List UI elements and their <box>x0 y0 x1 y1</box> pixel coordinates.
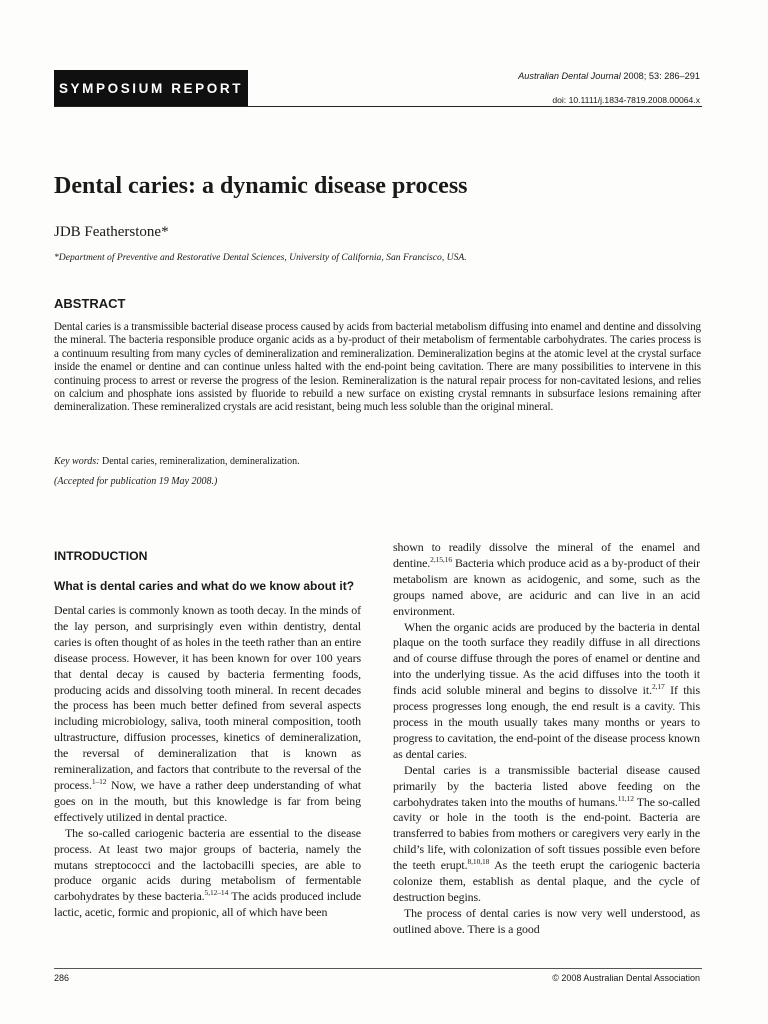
citation-ref[interactable]: 11,12 <box>617 793 634 803</box>
accepted-date: (Accepted for publication 19 May 2008.) <box>54 476 218 487</box>
citation-ref[interactable]: 8,10,18 <box>467 857 490 867</box>
keywords <box>54 456 701 467</box>
section-label: SYMPOSIUM REPORT <box>58 80 244 96</box>
paragraph: The process of dental caries is now very well understood, as outlined above. There is a good <box>393 905 700 936</box>
body-column-right <box>393 540 700 938</box>
author-affiliation: *Department of Preventive and Restorative Dental Sciences, University of California, San Francisco, USA. <box>54 252 467 263</box>
introduction-subheading: What is dental caries and what do we know about it? <box>54 579 355 593</box>
citation-ref[interactable]: 2,15,16 <box>430 554 452 564</box>
keywords-label: Key words: <box>54 456 100 467</box>
journal-details: 2008; 53: 286–291 <box>620 71 700 81</box>
citation-ref[interactable]: 5,12–14 <box>204 888 229 898</box>
body-column-left <box>54 603 361 921</box>
footer-rule <box>54 968 702 969</box>
introduction-heading: INTRODUCTION <box>54 549 148 563</box>
citation-ref[interactable]: 2,17 <box>651 682 665 692</box>
journal-citation <box>518 70 700 83</box>
keywords-list: Dental caries, remineralization, demineralization. <box>99 456 300 467</box>
page-number: 286 <box>54 973 70 983</box>
journal-name: Australian Dental Journal <box>518 71 621 81</box>
paragraph: The so-called cariogenic bacteria are essential to the disease process. At least two major groups of bacteria, namely the mutans streptococci and the lactobacilli species, are able to produce organic acids during metabolism of fermentable carbohydrates by these bacteria.$^{5,12-14}$ The acids produced include lactic, acetic, formic and propionic, all of which have been <box>54 825 361 920</box>
paragraph: Dental caries is a transmissible bacterial disease caused primarily by the bacteria listed above feeding on the carbohydrates taken into the mouths of humans.$^{11,12}$ The so-called cavity or hole in the tooth is the end-point. Bacteria are transferred to babies from mothers or caregivers very early in the child’s life, with colonization of soft tissues possible even before the teeth erupt.$^{8,10,18}$ As the teeth erupt the cariogenic bacteria colonize them, establish as dental plaque, and the cycle of destruction begins. <box>393 762 700 904</box>
abstract-text: Dental caries is a transmissible bacterial disease process caused by acids from bacterial metabolism diffusing into enamel and dentine and dissolving the mineral. The bacteria responsible produce organic acids as a by-product of their metabolism of fermentable carbohydrates. The caries process is a continuum resulting from many cycles of demineralization and remineralization. Demineralization begins at the atomic level at the crystal surface inside the enamel or dentine and can continue unless halted with the end-point being cavitation. There are many possibilities to intervene in this continuing process to arrest or reverse the progress of the lesion. Remineralization is the natural repair process for non-cavitated lesions, and relies on calcium and phosphate ions assisted by fluoride to rebuild a new surface on existing crystal remnants in subsurface lesions remaining after demineralization. These remineralized crystals are acid resistant, being much less soluble than the original mineral. <box>54 321 701 414</box>
paragraph: When the organic acids are produced by the bacteria in dental plaque on the tooth surface they readily diffuse in all directions and of course diffuse through the pores of enamel or dentine and into the underlying tissue. As the acid diffuses into the tooth it finds acid soluble mineral and begins to dissolve it.$^{2,17}$ If this process progresses long enough, the end result is a cavity. This process in the mouth usually takes many months or years to progress to cavitation, the end-point of the disease process known as dental caries. <box>393 619 701 761</box>
doi[interactable]: doi: 10.1111/j.1834-7819.2008.00064.x <box>552 95 700 105</box>
article-author: JDB Featherstone* <box>54 224 169 240</box>
section-label-badge <box>54 70 248 106</box>
paragraph: Dental caries is commonly known as tooth decay. In the minds of the lay person, and surprisingly even within dentistry, dental caries is often thought of as holes in the teeth rather than an entire disease process. However, it has been known for over 100 years that dental decay is caused by bacteria fermenting foods, producing acids and dissolving tooth mineral. In recent decades the process has been much better defined from several aspects including microbiology, saliva, tooth mineral composition, tooth ultrastructure, diffusion processes, kinetics of demineralization, the reversal of demineralization that is known as remineralization, and factors that contribute to the reversal of the process.$^{1-12}$ Now, we have a rather deep understanding of what goes on in the mouth, but this knowledge is far from being effectively utilized in dental practice. <box>54 603 361 824</box>
abstract-heading: ABSTRACT <box>54 296 126 311</box>
header-rule <box>54 106 702 107</box>
paragraph: shown to readily dissolve the mineral of the enamel and dentine.$^{2,15,16}$ Bacteria which produce acid as a by-product of their metabolism are known as acidogenic, and some, such as the groups named above, are aciduric and can live in an acid environment. <box>393 540 700 618</box>
citation-ref[interactable]: 1–12 <box>91 777 107 786</box>
copyright-notice: © 2008 Australian Dental Association <box>552 973 700 983</box>
article-title: Dental caries: a dynamic disease process <box>54 173 468 199</box>
